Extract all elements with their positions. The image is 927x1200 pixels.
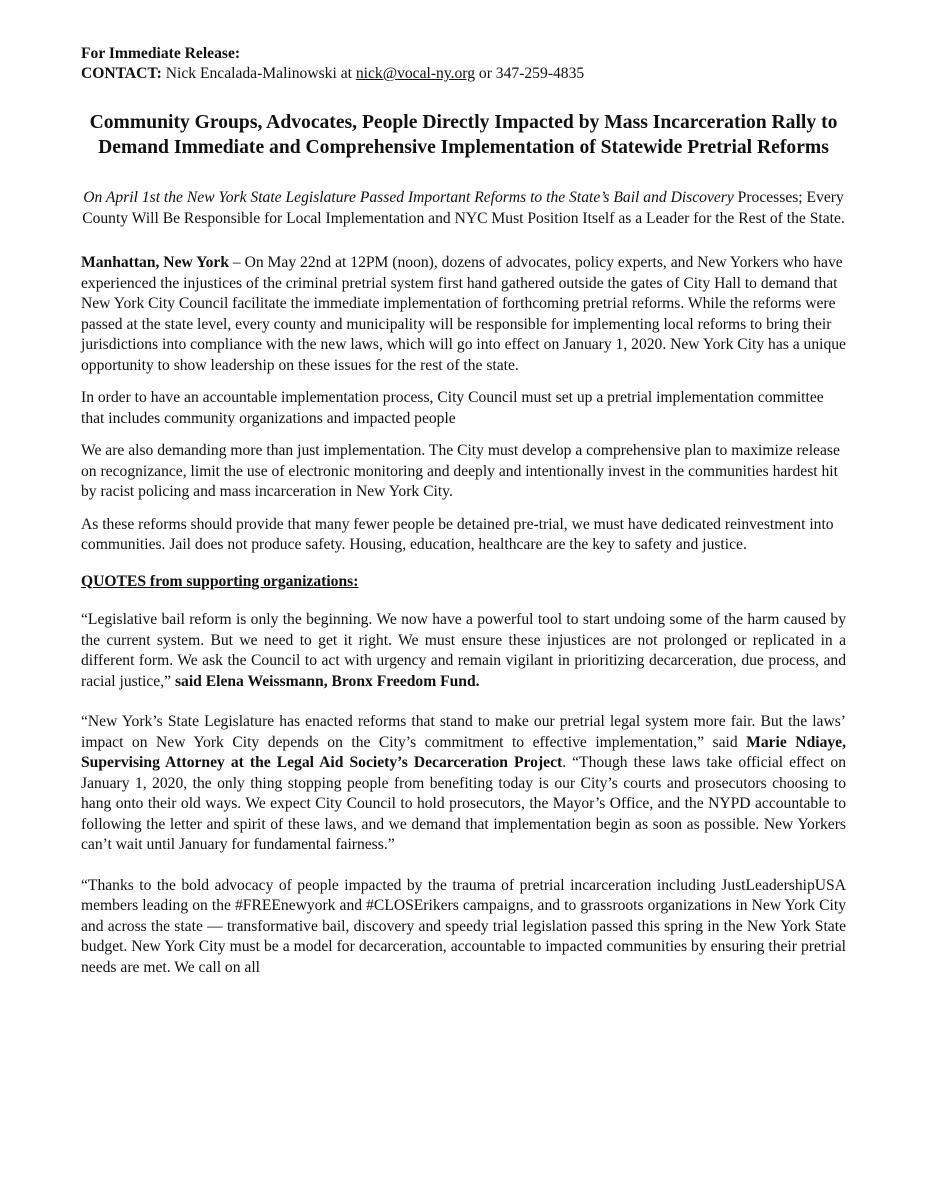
body-paragraph-2: In order to have an accountable implementation process, City Council must set up a pretrial implementation committee that includes community organizations and impacted people [81, 389, 824, 427]
release-line [81, 44, 846, 64]
quotes-heading: QUOTES from supporting organizations: [81, 572, 359, 590]
headline: Community Groups, Advocates, People Directly Impacted by Mass Incarceration Rally to Demand Immediate and Comprehensive Implementation of Statewide Pretrial Reforms [89, 112, 838, 158]
quote-3: “Thanks to the bold advocacy of people impacted by the trauma of pretrial incarceration including JustLeadershipUSA members leading on the #FREEnewyork and #CLOSErikers campaigns, and to grassroots organizations in New York City and across the state — transformative bail, discovery and speedy trial legislation passed this spring in the New York State budget. New York City must be a model for decarceration, accountable to impacted communities by ensuring their pretrial needs are met. We call on all [81, 876, 846, 976]
contact-name: Nick Encalada-Malinowski at [161, 65, 356, 82]
contact-label: CONTACT: [81, 65, 162, 82]
contact-block [81, 44, 846, 84]
contact-line [81, 64, 846, 84]
body-paragraph-1 [81, 253, 846, 376]
quote-1 [81, 610, 846, 692]
subheadline-italic: On April 1st the New York State Legislature Passed Important Reforms to the State’s Bail and Discovery [83, 189, 734, 206]
release-label: For Immediate Release: [81, 45, 241, 62]
quote-2 [81, 712, 846, 856]
contact-phone: or 347-259-4835 [475, 65, 585, 82]
subheadline-rest: Processes; Every County Will Be Responsible for Local Implementation and NYC Must Position Itself as a Leader for the Rest of the State. [82, 189, 845, 227]
quote-1-attribution: said Elena Weissmann, Bronx Freedom Fund. [174, 672, 480, 690]
quote-2-attribution: Marie Ndiaye, Supervising Attorney at the Legal Aid Society’s Decarceration Project [81, 733, 846, 771]
body-paragraph-4: As these reforms should provide that many fewer people be detained pre-trial, we must have dedicated reinvestment into communities. Jail does not produce safety. Housing, education, healthcare are the key to safety and justice. [81, 515, 834, 553]
body-paragraph-1-text: – On May 22nd at 12PM (noon), dozens of advocates, policy experts, and New Yorkers who have experienced the injustices of the criminal pretrial system first hand gathered outside the gates of City Hall to demand that New York City Council facilitate the immediate implementation of forthcoming pretrial reforms. While the reforms were passed at the state level, every county and municipality will be responsible for implementing local reforms to bring their jurisdictions into compliance with the new laws, which will go into effect on January 1, 2020. New York City has a unique opportunity to show leadership on these issues for the rest of the state. [81, 254, 846, 374]
quote-2-text-a: “New York’s State Legislature has enacted reforms that stand to make our pretrial legal system more fair. But the laws’ impact on New York City depends on the City’s commitment to effective implementation,” said [81, 713, 846, 751]
body-paragraph-3: We are also demanding more than just implementation. The City must develop a comprehensive plan to maximize release on recognizance, limit the use of electronic monitoring and deeply and intentionally invest in the communities hardest hit by racist policing and mass incarceration in New York City. [81, 442, 840, 500]
dateline: Manhattan, New York [81, 254, 229, 271]
contact-email-link[interactable]: nick@vocal-ny.org [355, 65, 476, 82]
quote-2-text-b: . “Though these laws take official effect on January 1, 2020, the only thing stopping people from benefiting today is our City’s courts and prosecutors choosing to hang onto their old ways. We expect City Council to hold prosecutors, the Mayor’s Office, and the NYPD accountable to following the letter and spirit of these laws, and we demand that implementation begin as soon as possible. New Yorkers can’t wait until January for fundamental fairness.” [81, 754, 846, 853]
subheadline [81, 188, 846, 229]
quote-1-text: “Legislative bail reform is only the beginning. We now have a powerful tool to start undoing some of the harm caused by the current system. But we need to get it right. We must ensure these injustices are not prolonged or replicated in a different form. We ask the Council to act with urgency and remain vigilant in prioritizing decarceration, due process, and racial justice,” [81, 611, 846, 690]
